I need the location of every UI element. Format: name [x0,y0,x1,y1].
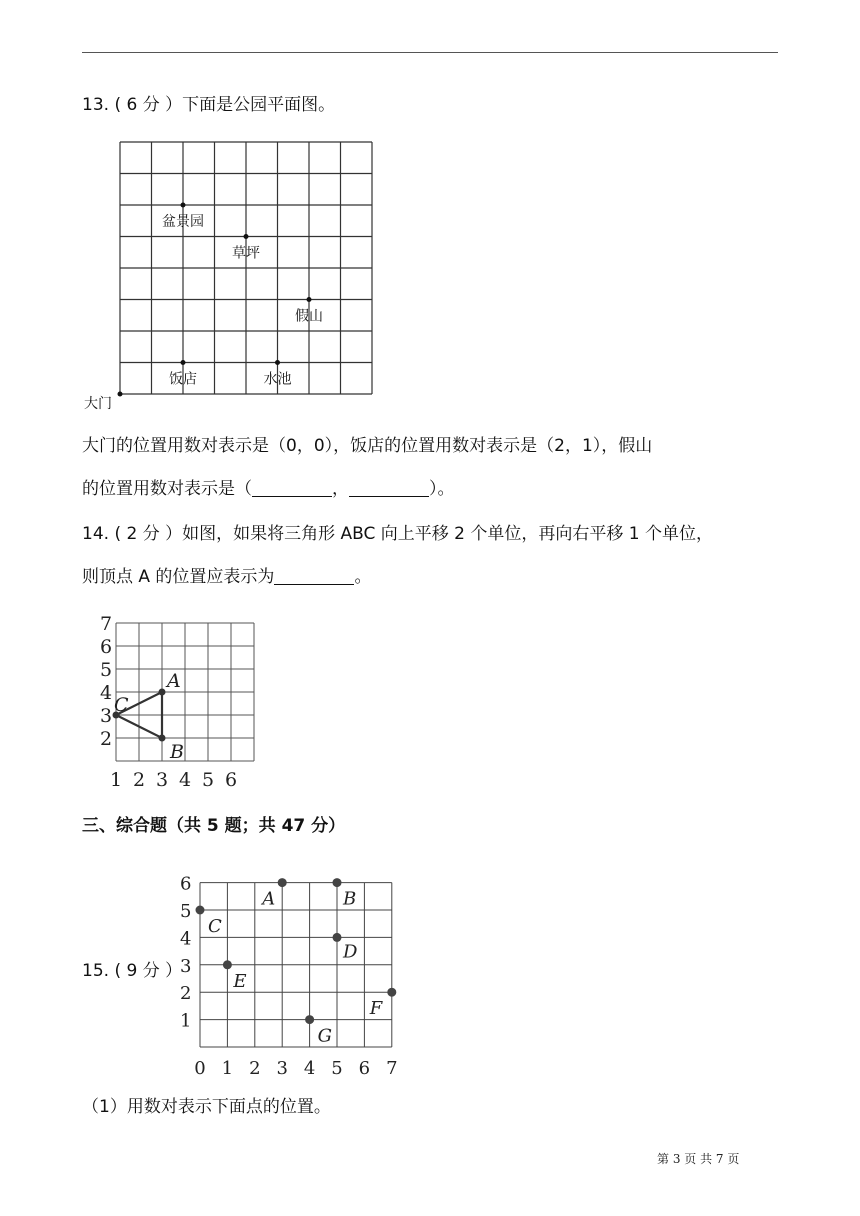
x-tick-label: 5 [201,769,215,791]
x-tick-label: 3 [276,1058,288,1079]
x-tick-label: 6 [358,1058,371,1079]
y-tick-label: 2 [180,983,192,1005]
x-tick-label: 5 [331,1058,343,1079]
point-label: C [208,916,222,937]
x-tick-label: 1 [221,1058,234,1079]
x-tick-label: 4 [178,769,192,791]
x-tick-label: 6 [224,769,238,791]
point-dot [305,1015,314,1024]
x-tick-label: 3 [155,769,169,791]
x-tick-label: 1 [109,769,123,791]
q14-line2-b: 。 [354,567,372,587]
y-tick-label: 5 [100,659,113,681]
x-tick-label: 0 [194,1058,206,1079]
y-tick-label: 3 [180,955,192,977]
point-dot [278,878,287,887]
gate-label: 大门 [84,396,112,412]
q14-line1: 14. ( 2 分 ）如图，如果将三角形 ABC 向上平移 2 个单位，再向右平移 1 个单位， [82,524,714,544]
point-label: G [317,1025,332,1047]
y-tick-label: 3 [100,705,113,727]
q15-sub1: （1）用数对表示下面点的位置。 [82,1097,331,1117]
place-label: 盆景园 [162,214,204,230]
q13-line2-a: 的位置用数对表示是（ [82,479,252,499]
place-label: 饭店 [169,371,197,388]
point-dot [333,878,342,887]
q15-header: 15. ( 9 分 ） [82,961,183,981]
section-title: 三、综合题（共 5 题；共 47 分） [82,816,346,836]
vertex-label: A [167,670,181,692]
point-dot [333,933,342,942]
point-dot [387,988,396,997]
x-tick-label: 7 [386,1058,398,1079]
point-dot [223,960,232,969]
place-label: 水池 [263,371,292,388]
x-tick-label: 2 [249,1058,261,1079]
y-tick-label: 4 [180,928,192,950]
q13-line2-b: ）。 [429,479,455,499]
y-tick-label: 5 [180,901,192,922]
y-tick-label: 6 [180,873,192,895]
point-label: D [343,941,358,963]
y-tick-label: 6 [100,636,113,658]
point-label: F [369,998,383,1020]
q14-line2-a: 则顶点 A 的位置应表示为 [82,567,275,587]
vertex-label: C [114,694,129,716]
y-tick-label: 1 [180,1010,192,1032]
point-label: A [262,888,276,910]
q13-line2-sep: ， [332,479,349,499]
y-tick-label: 4 [100,682,113,704]
y-tick-label: 2 [100,728,113,750]
point-label: B [343,888,357,910]
x-tick-label: 4 [303,1058,316,1079]
page-footer: 第 3 页 共 7 页 [657,1152,740,1166]
point-dot [196,906,205,915]
vertex-label: B [170,741,184,763]
place-label: 草坪 [232,245,260,262]
place-label: 假山 [295,308,323,325]
x-tick-label: 2 [132,769,146,791]
q13-header: 13. ( 6 分 ）下面是公园平面图。 [82,95,336,115]
y-tick-label: 7 [100,613,113,635]
q13-line1: 大门的位置用数对表示是（0，0），饭店的位置用数对表示是（2，1），假山 [82,436,653,456]
point-label: E [233,970,247,992]
